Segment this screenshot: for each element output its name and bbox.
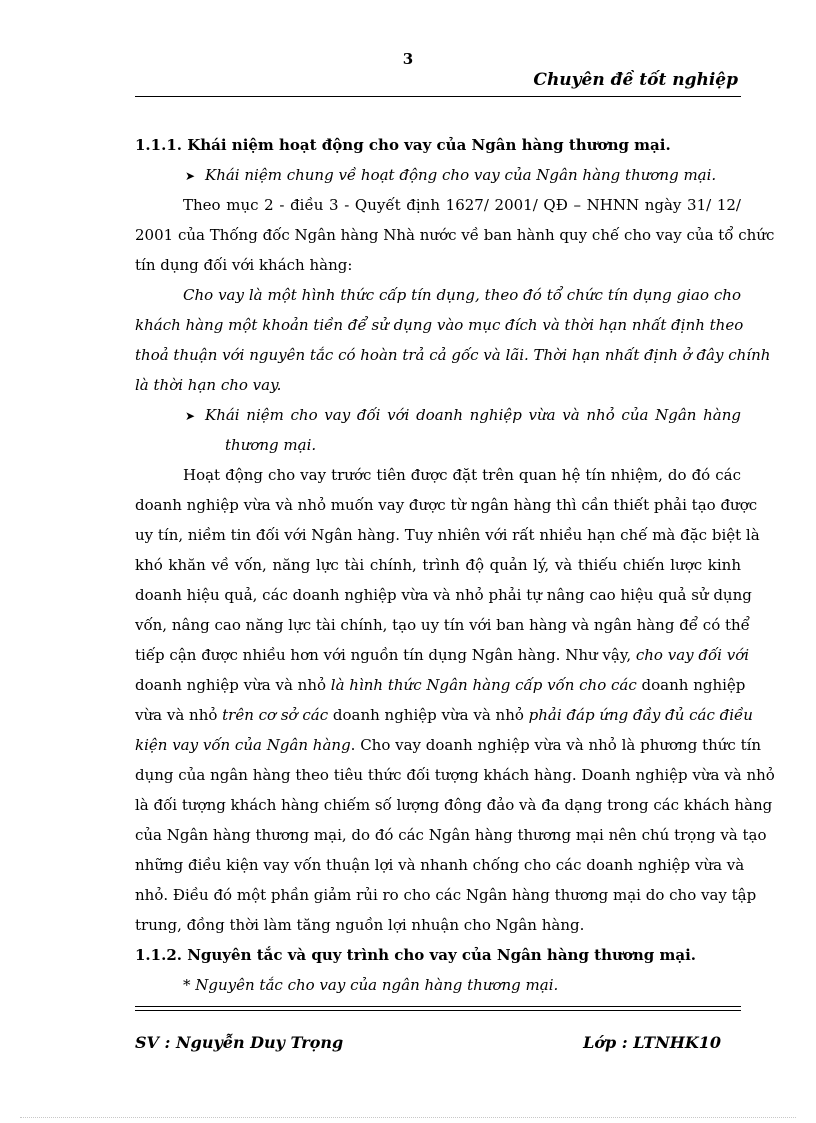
paragraph-line: Theo mục 2 - điều 3 - Quyết định 1627/ 2001/ QĐ – NHNN ngày 31/ 12/	[183, 196, 741, 214]
paragraph-line: doanh hiệu quả, các doanh nghiệp vừa và nhỏ phải tự nâng cao hiệu quả sử dụng	[135, 586, 752, 604]
paragraph-line	[135, 730, 762, 760]
footer-student: SV : Nguyễn Duy Trọng	[135, 1033, 344, 1052]
paragraph-line	[135, 640, 750, 670]
arrow-bullet-icon: ➤	[185, 409, 196, 423]
paragraph-line: nhỏ. Điều đó một phần giảm rủi ro cho các Ngân hàng thương mại do cho vay tập	[135, 886, 757, 904]
page-edge-dotted-line	[20, 1117, 796, 1118]
bullet-item	[135, 160, 741, 190]
paragraph-line	[135, 700, 753, 730]
paragraph-line: 2001 của Thống đốc Ngân hàng Nhà nước về ban hành quy chế cho vay của tổ chức	[135, 226, 775, 244]
arrow-bullet-icon: ➤	[185, 169, 196, 183]
definition-line: thoả thuận với nguyên tắc có hoàn trả cả gốc và lãi. Thời hạn nhất định ở đây chính	[135, 346, 771, 364]
bullet-text: Khái niệm chung về hoạt động cho vay của Ngân hàng thương mại.	[205, 166, 717, 184]
header-title: Chuyên đề tốt nghiệp	[533, 70, 738, 90]
definition-line: là thời hạn cho vay.	[135, 376, 282, 394]
paragraph-line: khó khăn về vốn, năng lực tài chính, trình độ quản lý, và thiếu chiến lược kinh	[135, 556, 741, 574]
paragraph-line: dụng của ngân hàng theo tiêu thức đối tượng khách hàng. Doanh nghiệp vừa và nhỏ	[135, 766, 775, 784]
text-run: doanh nghiệp	[636, 676, 746, 694]
footer-class: Lớp : LTNHK10	[583, 1033, 721, 1052]
page-number: 3	[402, 50, 414, 68]
section-heading-1-1-2: 1.1.2. Nguyên tắc và quy trình cho vay của Ngân hàng thương mại.	[135, 946, 697, 964]
paragraph-line: những điều kiện vay vốn thuận lợi và nhanh chống cho các doanh nghiệp vừa và	[135, 856, 745, 874]
footer-divider-bottom	[135, 1010, 741, 1011]
paragraph-line: của Ngân hàng thương mại, do đó các Ngân hàng thương mại nên chú trọng và tạo	[135, 826, 767, 844]
italic-run: kiện vay vốn của Ngân hàng	[135, 736, 351, 754]
text-run: tiếp cận được nhiều hơn với nguồn tín dụng Ngân hàng. Như vậy,	[135, 646, 636, 664]
italic-run: là hình thức Ngân hàng cấp vốn cho các	[330, 676, 637, 694]
bullet-item	[135, 400, 741, 430]
section-heading-1-1-1: 1.1.1. Khái niệm hoạt động cho vay của Ngân hàng thương mại.	[135, 136, 671, 154]
paragraph-line	[135, 670, 746, 700]
paragraph-line: Hoạt động cho vay trước tiên được đặt trên quan hệ tín nhiệm, do đó các	[183, 466, 741, 484]
text-run: vừa và nhỏ	[135, 706, 223, 724]
document-body	[135, 130, 775, 1000]
text-run: doanh nghiệp vừa và nhỏ	[135, 676, 331, 694]
text-run: doanh nghiệp vừa và nhỏ	[328, 706, 529, 724]
bullet-continuation: thương mại.	[225, 436, 317, 454]
paragraph-line: vốn, nâng cao năng lực tài chính, tạo uy tín với ban hàng và ngân hàng để có thể	[135, 616, 750, 634]
text-run: . Cho vay doanh nghiệp vừa và nhỏ là phương thức tín	[350, 736, 762, 754]
paragraph-line: trung, đồng thời làm tăng nguồn lợi nhuận cho Ngân hàng.	[135, 916, 585, 934]
paragraph-line: doanh nghiệp vừa và nhỏ muốn vay được từ ngân hàng thì cần thiết phải tạo được	[135, 496, 758, 514]
paragraph-line: tín dụng đối với khách hàng:	[135, 256, 353, 274]
definition-line: Cho vay là một hình thức cấp tín dụng, theo đó tổ chức tín dụng giao cho	[183, 286, 741, 304]
footer-divider-top	[135, 1006, 741, 1007]
italic-run: phải đáp ứng đầy đủ các điều	[528, 706, 753, 724]
subheading: * Nguyên tắc cho vay của ngân hàng thương mại.	[183, 976, 559, 994]
italic-run: cho vay đối với	[635, 646, 750, 664]
italic-run: trên cơ sở các	[222, 706, 329, 724]
definition-line: khách hàng một khoản tiền để sử dụng vào mục đích và thời hạn nhất định theo	[135, 316, 744, 334]
paragraph-line: là đối tượng khách hàng chiếm số lượng đông đảo và đa dạng trong các khách hàng	[135, 796, 773, 814]
header-divider	[135, 96, 741, 97]
paragraph-line: uy tín, niềm tin đối với Ngân hàng. Tuy nhiên với rất nhiều hạn chế mà đặc biệt là	[135, 526, 760, 544]
bullet-text: Khái niệm cho vay đối với doanh nghiệp vừa và nhỏ của Ngân hàng	[205, 406, 741, 424]
